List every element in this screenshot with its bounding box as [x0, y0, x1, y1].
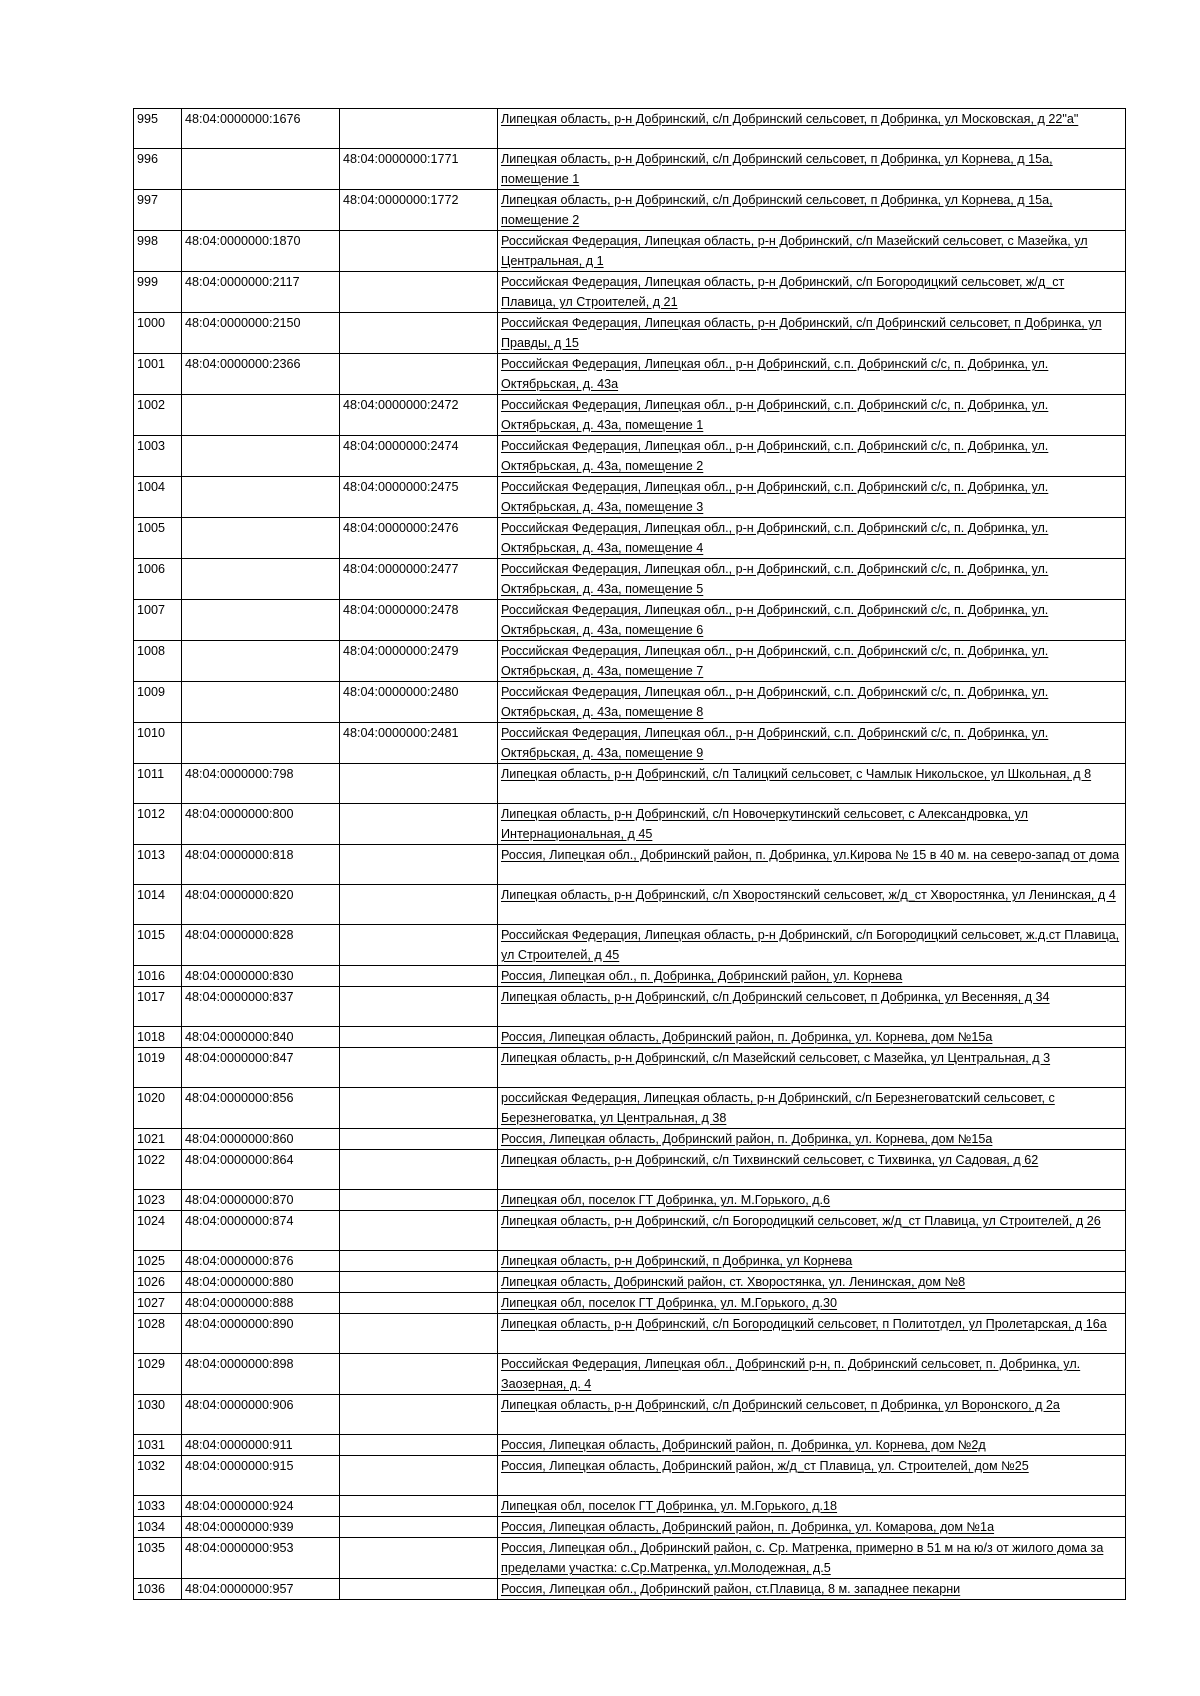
address-cell: Россия, Липецкая обл., Добринский район, п. Добринка, ул.Кирова № 15 в 40 м. на северо-запад от дома	[498, 845, 1126, 885]
row-number-cell: 1002	[134, 395, 182, 436]
premises-cadastral-number-cell	[340, 1272, 498, 1293]
cadastral-number-cell: 48:04:0000000:856	[182, 1088, 340, 1129]
cadastral-number-cell: 48:04:0000000:860	[182, 1129, 340, 1150]
row-number-cell: 1020	[134, 1088, 182, 1129]
cadastral-number-cell: 48:04:0000000:911	[182, 1435, 340, 1456]
premises-cadastral-number-cell	[340, 272, 498, 313]
cadastral-number-cell: 48:04:0000000:906	[182, 1395, 340, 1435]
address-cell: Россия, Липецкая обл., Добринский район, ст.Плавица, 8 м. западнее пекарни	[498, 1579, 1126, 1600]
row-number-cell: 998	[134, 231, 182, 272]
premises-cadastral-number-cell	[340, 1088, 498, 1129]
registry-table	[133, 108, 1126, 1600]
row-number-cell: 1033	[134, 1496, 182, 1517]
cadastral-number-cell: 48:04:0000000:847	[182, 1048, 340, 1088]
table-row	[134, 1251, 1126, 1272]
row-number-cell: 1027	[134, 1293, 182, 1314]
row-number-cell: 1029	[134, 1354, 182, 1395]
premises-cadastral-number-cell	[340, 1251, 498, 1272]
address-cell: российская Федерация, Липецкая область, р-н Добринский, с/п Березнеговатский сельсовет, с Березнеговатка, ул Центральная, д 38	[498, 1088, 1126, 1129]
cadastral-number-cell	[182, 682, 340, 723]
row-number-cell: 997	[134, 190, 182, 231]
row-number-cell: 1012	[134, 804, 182, 845]
registry-table-container	[133, 108, 1125, 1600]
cadastral-number-cell	[182, 477, 340, 518]
table-row	[134, 987, 1126, 1027]
premises-cadastral-number-cell	[340, 1129, 498, 1150]
address-cell: Липецкая область, р-н Добринский, с/п Богородицкий сельсовет, ж/д_ст Плавица, ул Строителей, д 26	[498, 1211, 1126, 1251]
cadastral-number-cell	[182, 641, 340, 682]
premises-cadastral-number-cell	[340, 966, 498, 987]
cadastral-number-cell: 48:04:0000000:915	[182, 1456, 340, 1496]
table-row	[134, 1354, 1126, 1395]
table-row	[134, 1293, 1126, 1314]
table-row	[134, 600, 1126, 641]
row-number-cell: 1034	[134, 1517, 182, 1538]
table-row	[134, 1314, 1126, 1354]
premises-cadastral-number-cell: 48:04:0000000:2476	[340, 518, 498, 559]
premises-cadastral-number-cell: 48:04:0000000:1771	[340, 149, 498, 190]
row-number-cell: 1016	[134, 966, 182, 987]
row-number-cell: 1030	[134, 1395, 182, 1435]
cadastral-number-cell	[182, 518, 340, 559]
premises-cadastral-number-cell	[340, 925, 498, 966]
row-number-cell: 1022	[134, 1150, 182, 1190]
row-number-cell: 1023	[134, 1190, 182, 1211]
cadastral-number-cell: 48:04:0000000:888	[182, 1293, 340, 1314]
cadastral-number-cell	[182, 723, 340, 764]
cadastral-number-cell: 48:04:0000000:924	[182, 1496, 340, 1517]
premises-cadastral-number-cell: 48:04:0000000:2474	[340, 436, 498, 477]
address-cell: Российская Федерация, Липецкая обл., р-н Добринский, с.п. Добринский с/с, п. Добринка, ул. Октябрьская, д. 43а, помещение 4	[498, 518, 1126, 559]
table-row	[134, 1190, 1126, 1211]
premises-cadastral-number-cell	[340, 1150, 498, 1190]
address-cell: Липецкая обл, поселок ГТ Добринка, ул. М.Горького, д.30	[498, 1293, 1126, 1314]
address-cell: Российская Федерация, Липецкая обл., р-н Добринский, с.п. Добринский с/с, п. Добринка, ул. Октябрьская, д. 43а	[498, 354, 1126, 395]
table-row	[134, 885, 1126, 925]
premises-cadastral-number-cell	[340, 1314, 498, 1354]
premises-cadastral-number-cell	[340, 231, 498, 272]
row-number-cell: 1021	[134, 1129, 182, 1150]
address-cell: Российская Федерация, Липецкая область, р-н Добринский, с/п Богородицкий сельсовет, ж/д_ст Плавица, ул Строителей, д 21	[498, 272, 1126, 313]
row-number-cell: 1011	[134, 764, 182, 804]
premises-cadastral-number-cell	[340, 1048, 498, 1088]
table-row	[134, 1088, 1126, 1129]
address-cell: Липецкая область, р-н Добринский, с/п Добринский сельсовет, п Добринка, ул Корнева, д 15а, помещение 1	[498, 149, 1126, 190]
table-row	[134, 764, 1126, 804]
row-number-cell: 1025	[134, 1251, 182, 1272]
cadastral-number-cell: 48:04:0000000:828	[182, 925, 340, 966]
table-row	[134, 641, 1126, 682]
table-row	[134, 518, 1126, 559]
table-row	[134, 559, 1126, 600]
address-cell: Россия, Липецкая область, Добринский район, п. Добринка, ул. Корнева, дом №15а	[498, 1027, 1126, 1048]
premises-cadastral-number-cell: 48:04:0000000:2472	[340, 395, 498, 436]
address-cell: Россия, Липецкая область, Добринский район, п. Добринка, ул. Комарова, дом №1а	[498, 1517, 1126, 1538]
table-row	[134, 231, 1126, 272]
table-row	[134, 1129, 1126, 1150]
row-number-cell: 1009	[134, 682, 182, 723]
row-number-cell: 1017	[134, 987, 182, 1027]
address-cell: Липецкая область, р-н Добринский, с/п Добринский сельсовет, п Добринка, ул Весенняя, д 34	[498, 987, 1126, 1027]
premises-cadastral-number-cell	[340, 987, 498, 1027]
address-cell: Липецкая область, р-н Добринский, п Добринка, ул Корнева	[498, 1251, 1126, 1272]
table-row	[134, 1027, 1126, 1048]
address-cell: Российская Федерация, Липецкая обл., р-н Добринский, с.п. Добринский с/с, п. Добринка, ул. Октябрьская, д. 43а, помещение 5	[498, 559, 1126, 600]
premises-cadastral-number-cell	[340, 1190, 498, 1211]
row-number-cell: 996	[134, 149, 182, 190]
registry-table-body	[134, 109, 1126, 1600]
cadastral-number-cell: 48:04:0000000:800	[182, 804, 340, 845]
cadastral-number-cell: 48:04:0000000:953	[182, 1538, 340, 1579]
table-row	[134, 272, 1126, 313]
row-number-cell: 1005	[134, 518, 182, 559]
address-cell: Липецкая область, Добринский район, ст. Хворостянка, ул. Ленинская, дом №8	[498, 1272, 1126, 1293]
row-number-cell: 1007	[134, 600, 182, 641]
cadastral-number-cell	[182, 559, 340, 600]
cadastral-number-cell	[182, 149, 340, 190]
row-number-cell: 1006	[134, 559, 182, 600]
premises-cadastral-number-cell	[340, 1027, 498, 1048]
premises-cadastral-number-cell	[340, 313, 498, 354]
address-cell: Липецкая обл, поселок ГТ Добринка, ул. М.Горького, д.18	[498, 1496, 1126, 1517]
premises-cadastral-number-cell	[340, 764, 498, 804]
address-cell: Липецкая область, р-н Добринский, с/п Добринский сельсовет, п Добринка, ул Корнева, д 15а, помещение 2	[498, 190, 1126, 231]
premises-cadastral-number-cell: 48:04:0000000:2481	[340, 723, 498, 764]
table-row	[134, 190, 1126, 231]
address-cell: Липецкая область, р-н Добринский, с/п Добринский сельсовет, п Добринка, ул Воронского, д 2а	[498, 1395, 1126, 1435]
premises-cadastral-number-cell	[340, 1293, 498, 1314]
premises-cadastral-number-cell: 48:04:0000000:2475	[340, 477, 498, 518]
address-cell: Российская Федерация, Липецкая обл., р-н Добринский, с.п. Добринский с/с, п. Добринка, ул. Октябрьская, д. 43а, помещение 6	[498, 600, 1126, 641]
cadastral-number-cell: 48:04:0000000:2366	[182, 354, 340, 395]
row-number-cell: 1014	[134, 885, 182, 925]
cadastral-number-cell: 48:04:0000000:898	[182, 1354, 340, 1395]
table-row	[134, 436, 1126, 477]
row-number-cell: 1000	[134, 313, 182, 354]
cadastral-number-cell: 48:04:0000000:957	[182, 1579, 340, 1600]
row-number-cell: 1035	[134, 1538, 182, 1579]
cadastral-number-cell: 48:04:0000000:2117	[182, 272, 340, 313]
address-cell: Российская Федерация, Липецкая обл., р-н Добринский, с.п. Добринский с/с, п. Добринка, ул. Октябрьская, д. 43а, помещение 2	[498, 436, 1126, 477]
premises-cadastral-number-cell	[340, 1496, 498, 1517]
address-cell: Россия, Липецкая область, Добринский район, п. Добринка, ул. Корнева, дом №15а	[498, 1129, 1126, 1150]
table-row	[134, 845, 1126, 885]
row-number-cell: 1032	[134, 1456, 182, 1496]
cadastral-number-cell	[182, 600, 340, 641]
table-row	[134, 1456, 1126, 1496]
premises-cadastral-number-cell: 48:04:0000000:2479	[340, 641, 498, 682]
premises-cadastral-number-cell	[340, 1517, 498, 1538]
address-cell: Российская Федерация, Липецкая область, р-н Добринский, с/п Добринский сельсовет, п Добринка, ул Правды, д 15	[498, 313, 1126, 354]
cadastral-number-cell: 48:04:0000000:830	[182, 966, 340, 987]
premises-cadastral-number-cell	[340, 1354, 498, 1395]
address-cell: Липецкая область, р-н Добринский, с/п Тихвинский сельсовет, с Тихвинка, ул Садовая, д 62	[498, 1150, 1126, 1190]
address-cell: Российская Федерация, Липецкая обл., р-н Добринский, с.п. Добринский с/с, п. Добринка, ул. Октябрьская, д. 43а, помещение 7	[498, 641, 1126, 682]
premises-cadastral-number-cell	[340, 1395, 498, 1435]
premises-cadastral-number-cell: 48:04:0000000:2480	[340, 682, 498, 723]
table-row	[134, 477, 1126, 518]
cadastral-number-cell: 48:04:0000000:1676	[182, 109, 340, 149]
address-cell: Российская Федерация, Липецкая обл., р-н Добринский, с.п. Добринский с/с, п. Добринка, ул. Октябрьская, д. 43а, помещение 9	[498, 723, 1126, 764]
cadastral-number-cell: 48:04:0000000:820	[182, 885, 340, 925]
row-number-cell: 1001	[134, 354, 182, 395]
table-row	[134, 1579, 1126, 1600]
premises-cadastral-number-cell	[340, 354, 498, 395]
address-cell: Российская Федерация, Липецкая область, р-н Добринский, с/п Богородицкий сельсовет, ж.д.ст Плавица, ул Строителей, д 45	[498, 925, 1126, 966]
cadastral-number-cell: 48:04:0000000:890	[182, 1314, 340, 1354]
address-cell: Россия, Липецкая область, Добринский район, ж/д_ст Плавица, ул. Строителей, дом №25	[498, 1456, 1126, 1496]
address-cell: Россия, Липецкая обл., п. Добринка, Добринский район, ул. Корнева	[498, 966, 1126, 987]
table-row	[134, 966, 1126, 987]
row-number-cell: 1003	[134, 436, 182, 477]
row-number-cell: 1013	[134, 845, 182, 885]
table-row	[134, 109, 1126, 149]
table-row	[134, 354, 1126, 395]
address-cell: Липецкая область, р-н Добринский, с/п Богородицкий сельсовет, п Политотдел, ул Пролетарская, д 16а	[498, 1314, 1126, 1354]
table-row	[134, 1272, 1126, 1293]
address-cell: Россия, Липецкая обл., Добринский район, с. Ср. Матренка, примерно в 51 м на ю/з от жилого дома за пределами участка: с.Ср.Матренка, ул.Молодежная, д.5	[498, 1538, 1126, 1579]
premises-cadastral-number-cell	[340, 109, 498, 149]
table-row	[134, 395, 1126, 436]
premises-cadastral-number-cell	[340, 845, 498, 885]
table-row	[134, 1517, 1126, 1538]
cadastral-number-cell: 48:04:0000000:840	[182, 1027, 340, 1048]
cadastral-number-cell: 48:04:0000000:1870	[182, 231, 340, 272]
row-number-cell: 1036	[134, 1579, 182, 1600]
table-row	[134, 682, 1126, 723]
row-number-cell: 1019	[134, 1048, 182, 1088]
address-cell: Липецкая обл, поселок ГТ Добринка, ул. М.Горького, д.6	[498, 1190, 1126, 1211]
address-cell: Липецкая область, р-н Добринский, с/п Хворостянский сельсовет, ж/д_ст Хворостянка, ул Ленинская, д 4	[498, 885, 1126, 925]
table-row	[134, 1211, 1126, 1251]
address-cell: Россия, Липецкая область, Добринский район, п. Добринка, ул. Корнева, дом №2д	[498, 1435, 1126, 1456]
table-row	[134, 925, 1126, 966]
address-cell: Липецкая область, р-н Добринский, с/п Мазейский сельсовет, с Мазейка, ул Центральная, д 3	[498, 1048, 1126, 1088]
cadastral-number-cell: 48:04:0000000:818	[182, 845, 340, 885]
table-row	[134, 313, 1126, 354]
table-row	[134, 1435, 1126, 1456]
cadastral-number-cell: 48:04:0000000:864	[182, 1150, 340, 1190]
cadastral-number-cell	[182, 436, 340, 477]
premises-cadastral-number-cell	[340, 1211, 498, 1251]
address-cell: Российская Федерация, Липецкая обл., р-н Добринский, с.п. Добринский с/с, п. Добринка, ул. Октябрьская, д. 43а, помещение 1	[498, 395, 1126, 436]
address-cell: Российская Федерация, Липецкая обл., р-н Добринский, с.п. Добринский с/с, п. Добринка, ул. Октябрьская, д. 43а, помещение 8	[498, 682, 1126, 723]
cadastral-number-cell: 48:04:0000000:2150	[182, 313, 340, 354]
cadastral-number-cell	[182, 395, 340, 436]
premises-cadastral-number-cell: 48:04:0000000:1772	[340, 190, 498, 231]
table-row	[134, 804, 1126, 845]
cadastral-number-cell: 48:04:0000000:874	[182, 1211, 340, 1251]
table-row	[134, 149, 1126, 190]
row-number-cell: 1026	[134, 1272, 182, 1293]
row-number-cell: 1031	[134, 1435, 182, 1456]
address-cell: Российская Федерация, Липецкая обл., Добринский р-н, п. Добринский сельсовет, п. Добринка, ул. Заозерная, д. 4	[498, 1354, 1126, 1395]
row-number-cell: 1028	[134, 1314, 182, 1354]
address-cell: Российская Федерация, Липецкая обл., р-н Добринский, с.п. Добринский с/с, п. Добринка, ул. Октябрьская, д. 43а, помещение 3	[498, 477, 1126, 518]
premises-cadastral-number-cell: 48:04:0000000:2477	[340, 559, 498, 600]
row-number-cell: 1008	[134, 641, 182, 682]
row-number-cell: 995	[134, 109, 182, 149]
table-row	[134, 1395, 1126, 1435]
address-cell: Российская Федерация, Липецкая область, р-н Добринский, с/п Мазейский сельсовет, с Мазейка, ул Центральная, д 1	[498, 231, 1126, 272]
cadastral-number-cell: 48:04:0000000:870	[182, 1190, 340, 1211]
cadastral-number-cell: 48:04:0000000:798	[182, 764, 340, 804]
table-row	[134, 1150, 1126, 1190]
row-number-cell: 1004	[134, 477, 182, 518]
cadastral-number-cell	[182, 190, 340, 231]
premises-cadastral-number-cell: 48:04:0000000:2478	[340, 600, 498, 641]
table-row	[134, 1496, 1126, 1517]
row-number-cell: 999	[134, 272, 182, 313]
premises-cadastral-number-cell	[340, 1456, 498, 1496]
cadastral-number-cell: 48:04:0000000:880	[182, 1272, 340, 1293]
table-row	[134, 1048, 1126, 1088]
table-row	[134, 1538, 1126, 1579]
row-number-cell: 1018	[134, 1027, 182, 1048]
row-number-cell: 1015	[134, 925, 182, 966]
address-cell: Липецкая область, р-н Добринский, с/п Добринский сельсовет, п Добринка, ул Московская, д 22"а"	[498, 109, 1126, 149]
premises-cadastral-number-cell	[340, 804, 498, 845]
premises-cadastral-number-cell	[340, 885, 498, 925]
row-number-cell: 1010	[134, 723, 182, 764]
address-cell: Липецкая область, р-н Добринский, с/п Талицкий сельсовет, с Чамлык Никольское, ул Школьная, д 8	[498, 764, 1126, 804]
cadastral-number-cell: 48:04:0000000:876	[182, 1251, 340, 1272]
cadastral-number-cell: 48:04:0000000:939	[182, 1517, 340, 1538]
row-number-cell: 1024	[134, 1211, 182, 1251]
premises-cadastral-number-cell	[340, 1579, 498, 1600]
cadastral-number-cell: 48:04:0000000:837	[182, 987, 340, 1027]
address-cell: Липецкая область, р-н Добринский, с/п Новочеркутинский сельсовет, с Александровка, ул Интернациональная, д 45	[498, 804, 1126, 845]
table-row	[134, 723, 1126, 764]
premises-cadastral-number-cell	[340, 1538, 498, 1579]
premises-cadastral-number-cell	[340, 1435, 498, 1456]
